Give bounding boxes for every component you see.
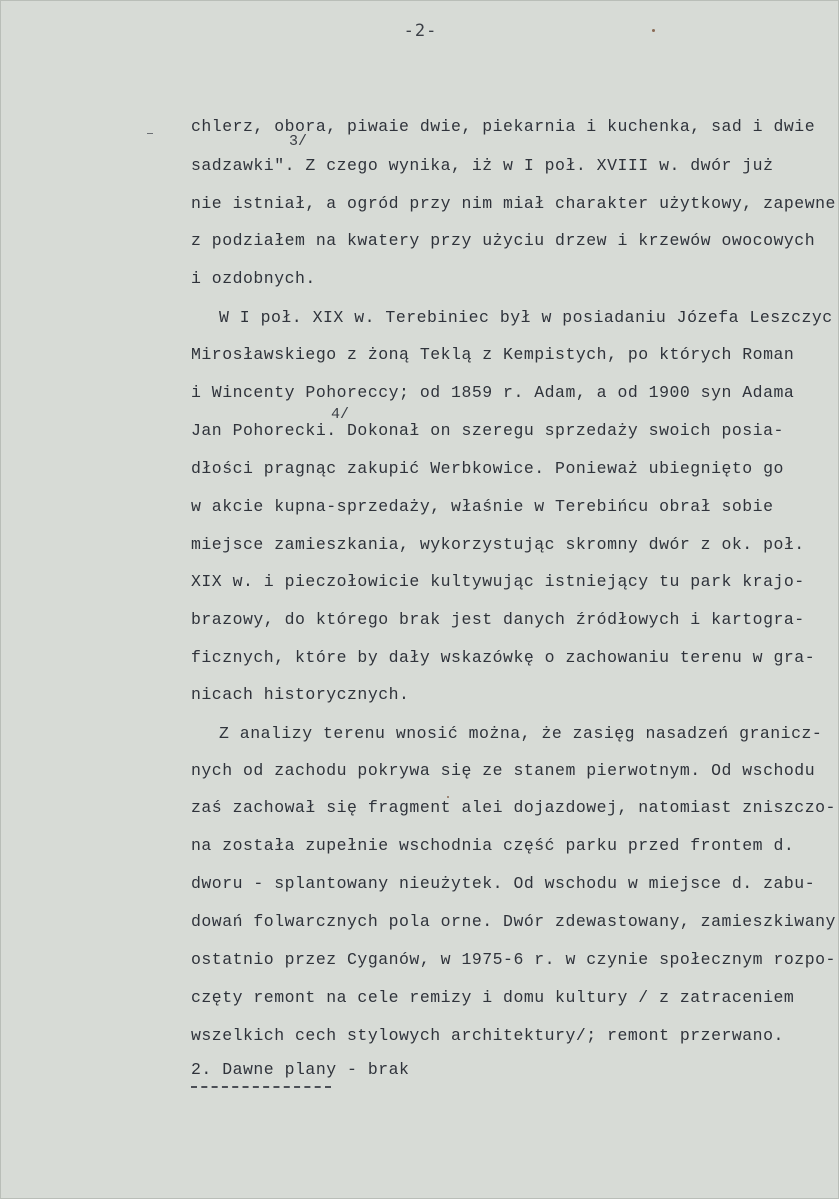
text-line: w akcie kupna-sprzedaży, właśnie w Terebińcu obrał sobie [191,497,774,516]
text-line: na została zupełnie wschodnia część parku przed frontem d. [191,836,795,855]
text-line: dłości pragnąc zakupić Werbkowice. Ponieważ ubiegnięto go [191,459,784,478]
text-line: ficznych, które by dały wskazówkę o zachowaniu terenu w gra- [191,648,816,667]
text-line: nie istniał, a ogród przy nim miał charakter użytkowy, zapewne [191,194,836,213]
text-line: chlerz, obora, piwaie dwie, piekarnia i kuchenka, sad i dwie [191,117,816,136]
text-line: Z analizy terenu wnosić można, że zasięg nasadzeń granicz- [219,724,823,743]
section-heading-underline [191,1086,331,1088]
text-line: dowań folwarcznych pola orne. Dwór zdewastowany, zamieszkiwany [191,912,836,931]
text-line: miejsce zamieszkania, wykorzystując skromny dwór z ok. poł. [191,535,805,554]
text-line: ostatnio przez Cyganów, w 1975-6 r. w czynie społecznym rozpo- [191,950,836,969]
margin-mark [147,133,153,134]
text-line: nych od zachodu pokrywa się ze stanem pierwotnym. Od wschodu [191,761,816,780]
text-line: i Wincenty Pohoreccy; od 1859 r. Adam, a od 1900 syn Adama [191,383,795,402]
text-line: nicach historycznych. [191,685,410,704]
text-line: Jan Pohorecki. Dokonał on szeregu sprzedaży swoich posia- [191,421,784,440]
text-line: brazowy, do którego brak jest danych źródłowych i kartogra- [191,610,805,629]
page-number: -2- [403,21,438,41]
text-line: dworu - splantowany nieużytek. Od wschodu w miejsce d. zabu- [191,874,816,893]
footnote-mark-4: 4/ [331,406,350,423]
paper-speck [652,29,655,32]
text-line: Mirosławskiego z żoną Teklą z Kempistych, po których Roman [191,345,795,364]
footnote-mark-3: 3/ [289,133,308,150]
text-line: XIX w. i pieczołowicie kultywując istniejący tu park krajo- [191,572,805,591]
text-line: i ozdobnych. [191,269,316,288]
text-line: W I poł. XIX w. Terebiniec był w posiadaniu Józefa Leszczyc [219,308,833,327]
text-line: z podziałem na kwatery przy użyciu drzew i krzewów owocowych [191,231,816,250]
text-line: sadzawki". Z czego wynika, iż w I poł. XVIII w. dwór już [191,156,774,175]
text-line: wszelkich cech stylowych architektury/; remont przerwano. [191,1026,784,1045]
section-heading: 2. Dawne plany - brak [191,1060,410,1079]
text-line: częty remont na cele remizy i domu kultury / z zatraceniem [191,988,795,1007]
text-line: zaś zachował się fragment alei dojazdowej, natomiast zniszczo- [191,798,836,817]
